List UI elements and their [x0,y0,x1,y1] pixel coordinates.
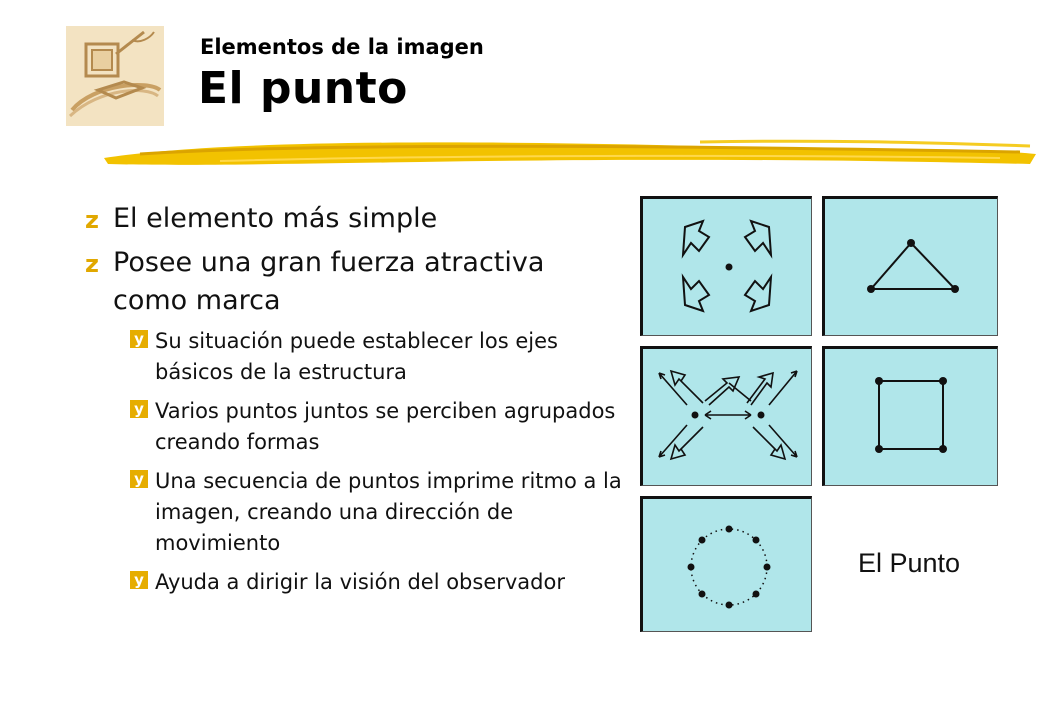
panel-circle-dots [640,496,812,632]
bullet-text: Ayuda a dirigir la visión del observador [155,570,565,594]
bullet-level1 [85,200,625,238]
checkbox-bullet-icon: y [130,470,148,488]
checkbox-bullet-icon: y [130,330,148,348]
panel-square [822,346,998,486]
checkbox-bullet-icon: y [130,400,148,418]
bullet-level2 [130,326,625,388]
bullet-text: Varios puntos juntos se perciben agrupados creando formas [155,399,616,454]
panel-point-arrows [640,196,812,336]
bullet-level2 [130,466,625,559]
bullet-text: Posee una gran fuerza atractiva como marca [113,247,545,316]
bullet-text: El elemento más simple [113,203,438,234]
slide-title: El punto [198,63,408,114]
bullet-marker-icon: z [85,206,99,234]
checkbox-bullet-icon: y [130,571,148,589]
bullet-level2 [130,396,625,458]
drawing-hand-logo-icon [66,26,164,126]
bullet-text: Su situación puede establecer los ejes básicos de la estructura [155,329,558,384]
bullet-list [85,200,625,606]
figure-label: El Punto [858,548,961,578]
bullet-level1 [85,244,625,320]
slide-subtitle: Elementos de la imagen [200,35,484,59]
bullet-marker-icon: z [85,250,99,278]
point-illustration [640,196,1000,632]
bullet-level2 [130,567,625,598]
panel-triangle [822,196,998,336]
bullet-text: Una secuencia de puntos imprime ritmo a la imagen, creando una dirección de movimiento [155,469,622,555]
panel-dots-arrows [640,346,812,486]
yellow-brush-stroke [100,134,1040,174]
